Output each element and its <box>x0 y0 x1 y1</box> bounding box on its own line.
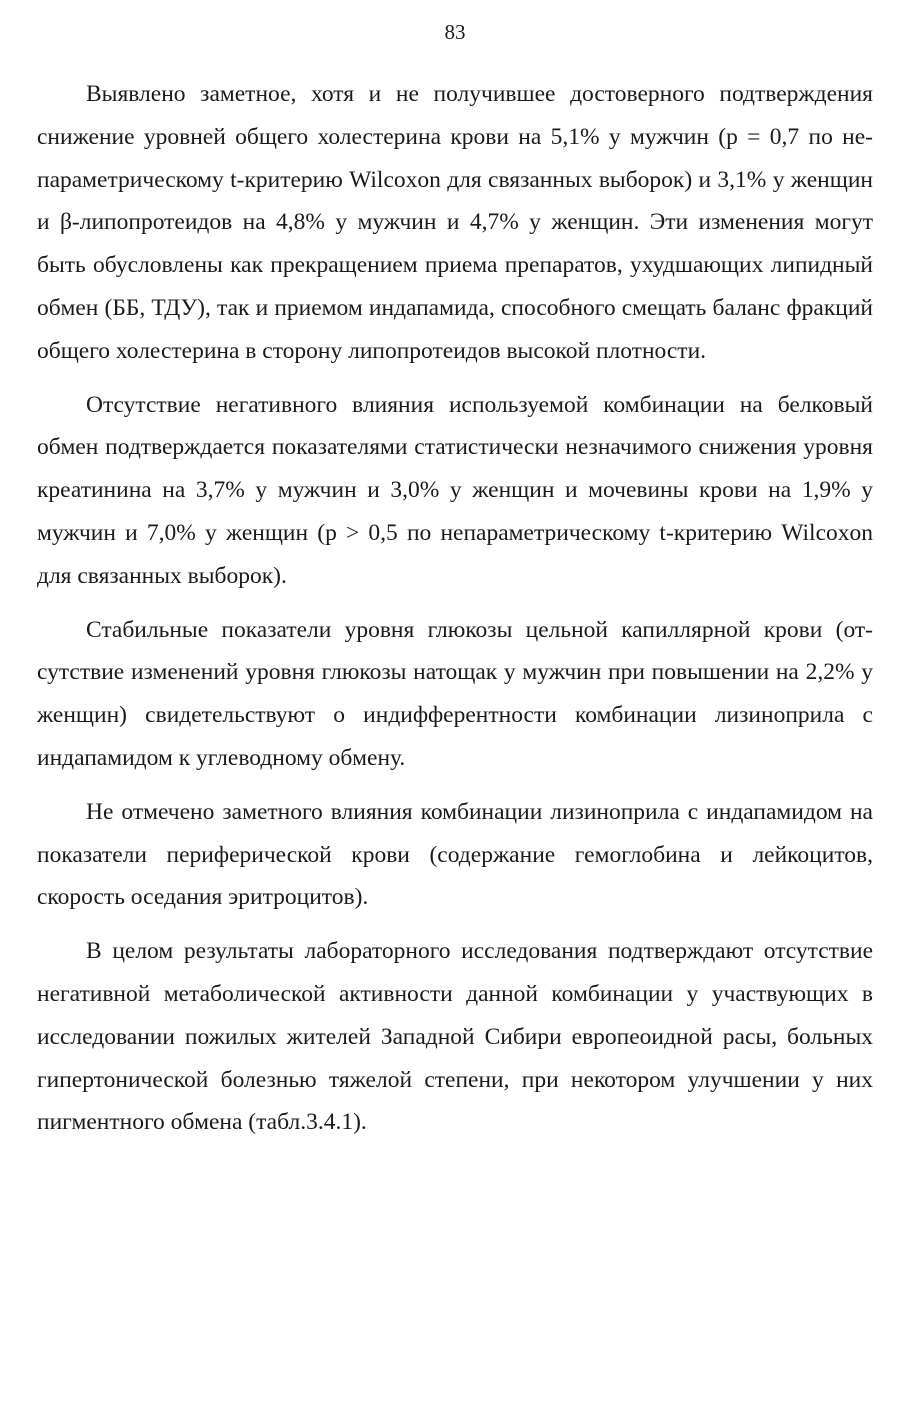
body-text <box>37 73 873 1155</box>
page-number: 83 <box>444 20 466 44</box>
paragraph-cholesterol: Выявлено заметное, хотя и не получившее достоверного подтверждения снижение уровней общего холестерина крови на 5,1% у мужчин (р = 0,7 по непараметрическому t-критерию Wilcoxon для связанных выборок) и 3,1% у женщин и β-липопротеидов на 4,8% у мужчин и 4,7% у женщин. Эти изменения могут быть обусловлены как прекращением приема препаратов, ухудшающих липидный обмен (ББ, ТДУ), так и приемом индапамида, способного смещать баланс фракций общего холестерина в сторону липопротеидов высокой плотности. <box>37 81 873 364</box>
paragraph-conclusion: В целом результаты лабораторного исследования подтверждают отсутствие негативной метаболической активности данной комбинации у участвующих в исследовании пожилых жителей Западной Сибири европеоидной расы, больных гипертонической болезнью тяжелой степени, при некотором улучшении у них пигментного обмена (табл.3.4.1). <box>37 938 873 1136</box>
paragraph-protein-metabolism: Отсутствие негативного влияния используемой комбинации на белковый обмен подтверждается показателями статистически незначимого снижения уровня креатинина на 3,7% у мужчин и 3,0% у женщин и мочевины крови на 1,9% у мужчин и 7,0% у женщин (р > 0,5 по непараметрическому t-критерию Wilcoxon для связанных выборок). <box>37 391 873 589</box>
paragraph-peripheral-blood: Не отмечено заметного влияния комбинации лизиноприла с индапамидом на показатели периферической крови (содержание гемоглобина и лейкоцитов, скорость оседания эритроцитов). <box>37 798 873 911</box>
paragraph-glucose: Стабильные показатели уровня глюкозы цельной капиллярной крови (отсутствие изменений уровня глюкозы натощак у мужчин при повышении на 2,2% у женщин) свидетельствуют о индифферентности комбинации лизиноприла с индапамидом к углеводному обмену. <box>37 616 873 771</box>
